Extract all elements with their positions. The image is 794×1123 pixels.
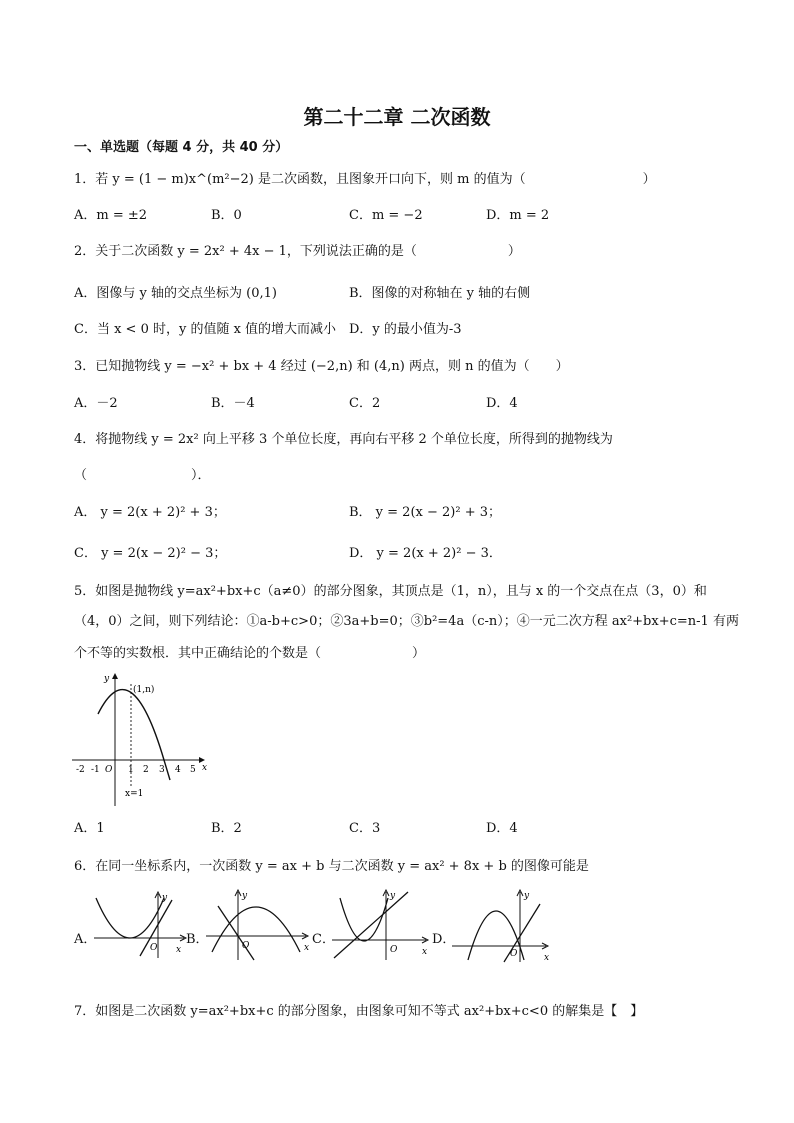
svg-text:x: x xyxy=(544,953,550,963)
svg-text:O: O xyxy=(150,943,158,953)
question-6-graph-d xyxy=(450,888,554,964)
question-1-option-d: D．m = 2 xyxy=(486,208,550,223)
question-6-graph-a xyxy=(92,890,192,962)
tick-label: 2 xyxy=(143,765,149,775)
question-4-stem-blank: （ ）． xyxy=(74,468,211,483)
question-6-option-b-label: B． xyxy=(186,932,209,947)
origin-label: O xyxy=(105,765,113,775)
axis-of-symmetry-label: x=1 xyxy=(125,789,144,799)
question-6-option-a-label: A． xyxy=(74,932,97,947)
svg-text:O: O xyxy=(510,949,518,959)
question-3-stem: 3．已知抛物线 y = −x² + bx + 4 经过 (−2,n) 和 (4,n) 两点，则 n 的值为（ ） xyxy=(74,359,569,374)
x-axis-label: x xyxy=(202,763,208,773)
question-5-option-a: A．1 xyxy=(74,821,105,836)
question-1-option-b: B．0 xyxy=(211,208,242,223)
question-5-option-b: B．2 xyxy=(211,821,242,836)
parabola-curve xyxy=(340,898,388,941)
question-4-stem: 4．将抛物线 y = 2x² 向上平移 3 个单位长度，再向右平移 2 个单位长度，所得到的抛物线为 xyxy=(74,432,613,447)
svg-text:y: y xyxy=(524,891,530,901)
question-1-stem: 1．若 y = (1 − m)x^(m²−2) 是二次函数，且图象开口向下，则 m 的值为（ ） xyxy=(74,172,656,187)
question-6-graph-b xyxy=(204,888,312,962)
question-4-option-a: A． y = 2(x + 2)² + 3； xyxy=(74,505,226,520)
question-3-option-b: B．－4 xyxy=(211,396,255,411)
question-4-option-c: C． y = 2(x − 2)² − 3； xyxy=(74,546,227,561)
y-axis-label: y xyxy=(104,674,110,684)
question-6-stem: 6．在同一坐标系内，一次函数 y = ax + b 与二次函数 y = ax² + 8x + b 的图像可能是 xyxy=(74,859,589,874)
question-4-option-b: B． y = 2(x − 2)² + 3； xyxy=(349,505,502,520)
question-6-option-c-label: C． xyxy=(312,932,335,947)
tick-label: -1 xyxy=(91,765,100,775)
question-5-line-3: 个不等的实数根．其中正确结论的个数是（ ） xyxy=(74,646,426,661)
question-1-option-c: C．m = −2 xyxy=(349,208,423,223)
svg-text:O: O xyxy=(242,941,250,951)
svg-text:y: y xyxy=(162,893,168,903)
tick-label: 1 xyxy=(128,765,134,775)
question-6-option-d-label: D． xyxy=(432,932,456,947)
question-2-stem: 2．关于二次函数 y = 2x² + 4x − 1，下列说法正确的是（ ） xyxy=(74,244,521,259)
question-5-option-c: C．3 xyxy=(349,821,381,836)
question-5-option-d: D．4 xyxy=(486,821,518,836)
question-6-graph-c xyxy=(330,888,434,962)
section-heading: 一、单选题（每题 4 分，共 40 分） xyxy=(74,140,289,155)
parabola-curve xyxy=(212,907,300,952)
question-1-option-a: A．m = ±2 xyxy=(74,208,148,223)
question-7-stem: 7．如图是二次函数 y=ax²+bx+c 的部分图象，由图象可知不等式 ax²+bx+c<0 的解集是【 】 xyxy=(74,1004,644,1019)
svg-text:y: y xyxy=(390,891,396,901)
page-title: 第二十二章 二次函数 xyxy=(303,105,491,129)
tick-label: 3 xyxy=(159,765,165,775)
question-4-option-d: D． y = 2(x + 2)² − 3． xyxy=(349,546,502,561)
svg-text:y: y xyxy=(242,891,248,901)
question-2-option-b: B．图像的对称轴在 y 轴的右侧 xyxy=(349,286,531,301)
svg-text:O: O xyxy=(390,945,398,955)
svg-text:x: x xyxy=(176,945,182,955)
svg-text:x: x xyxy=(304,943,310,953)
question-3-option-a: A．－2 xyxy=(74,396,118,411)
question-3-option-d: D．4 xyxy=(486,396,518,411)
question-2-option-a: A．图像与 y 轴的交点坐标为 (0,1) xyxy=(74,286,277,301)
vertex-label: (1,n) xyxy=(133,685,155,695)
question-2-option-d: D．y 的最小值为-3 xyxy=(349,322,462,337)
tick-label: 4 xyxy=(175,765,181,775)
question-5-parabola-graph xyxy=(68,668,218,810)
tick-label: -2 xyxy=(76,765,85,775)
question-5-line-1: 5．如图是抛物线 y=ax²+bx+c（a≠0）的部分图象，其顶点是（1，n），且与 x 的一个交点在点（3，0）和 xyxy=(74,584,707,599)
question-5-line-2: （4，0）之间，则下列结论：①a-b+c>0；②3a+b=0；③b²=4a（c-n）；④一元二次方程 ax²+bx+c=n-1 有两 xyxy=(74,614,739,629)
tick-label: 5 xyxy=(190,765,196,775)
svg-text:x: x xyxy=(422,947,428,957)
line-graph xyxy=(218,906,254,960)
question-2-option-c: C．当 x < 0 时，y 的值随 x 值的增大而减小 xyxy=(74,322,337,337)
question-3-option-c: C．2 xyxy=(349,396,381,411)
